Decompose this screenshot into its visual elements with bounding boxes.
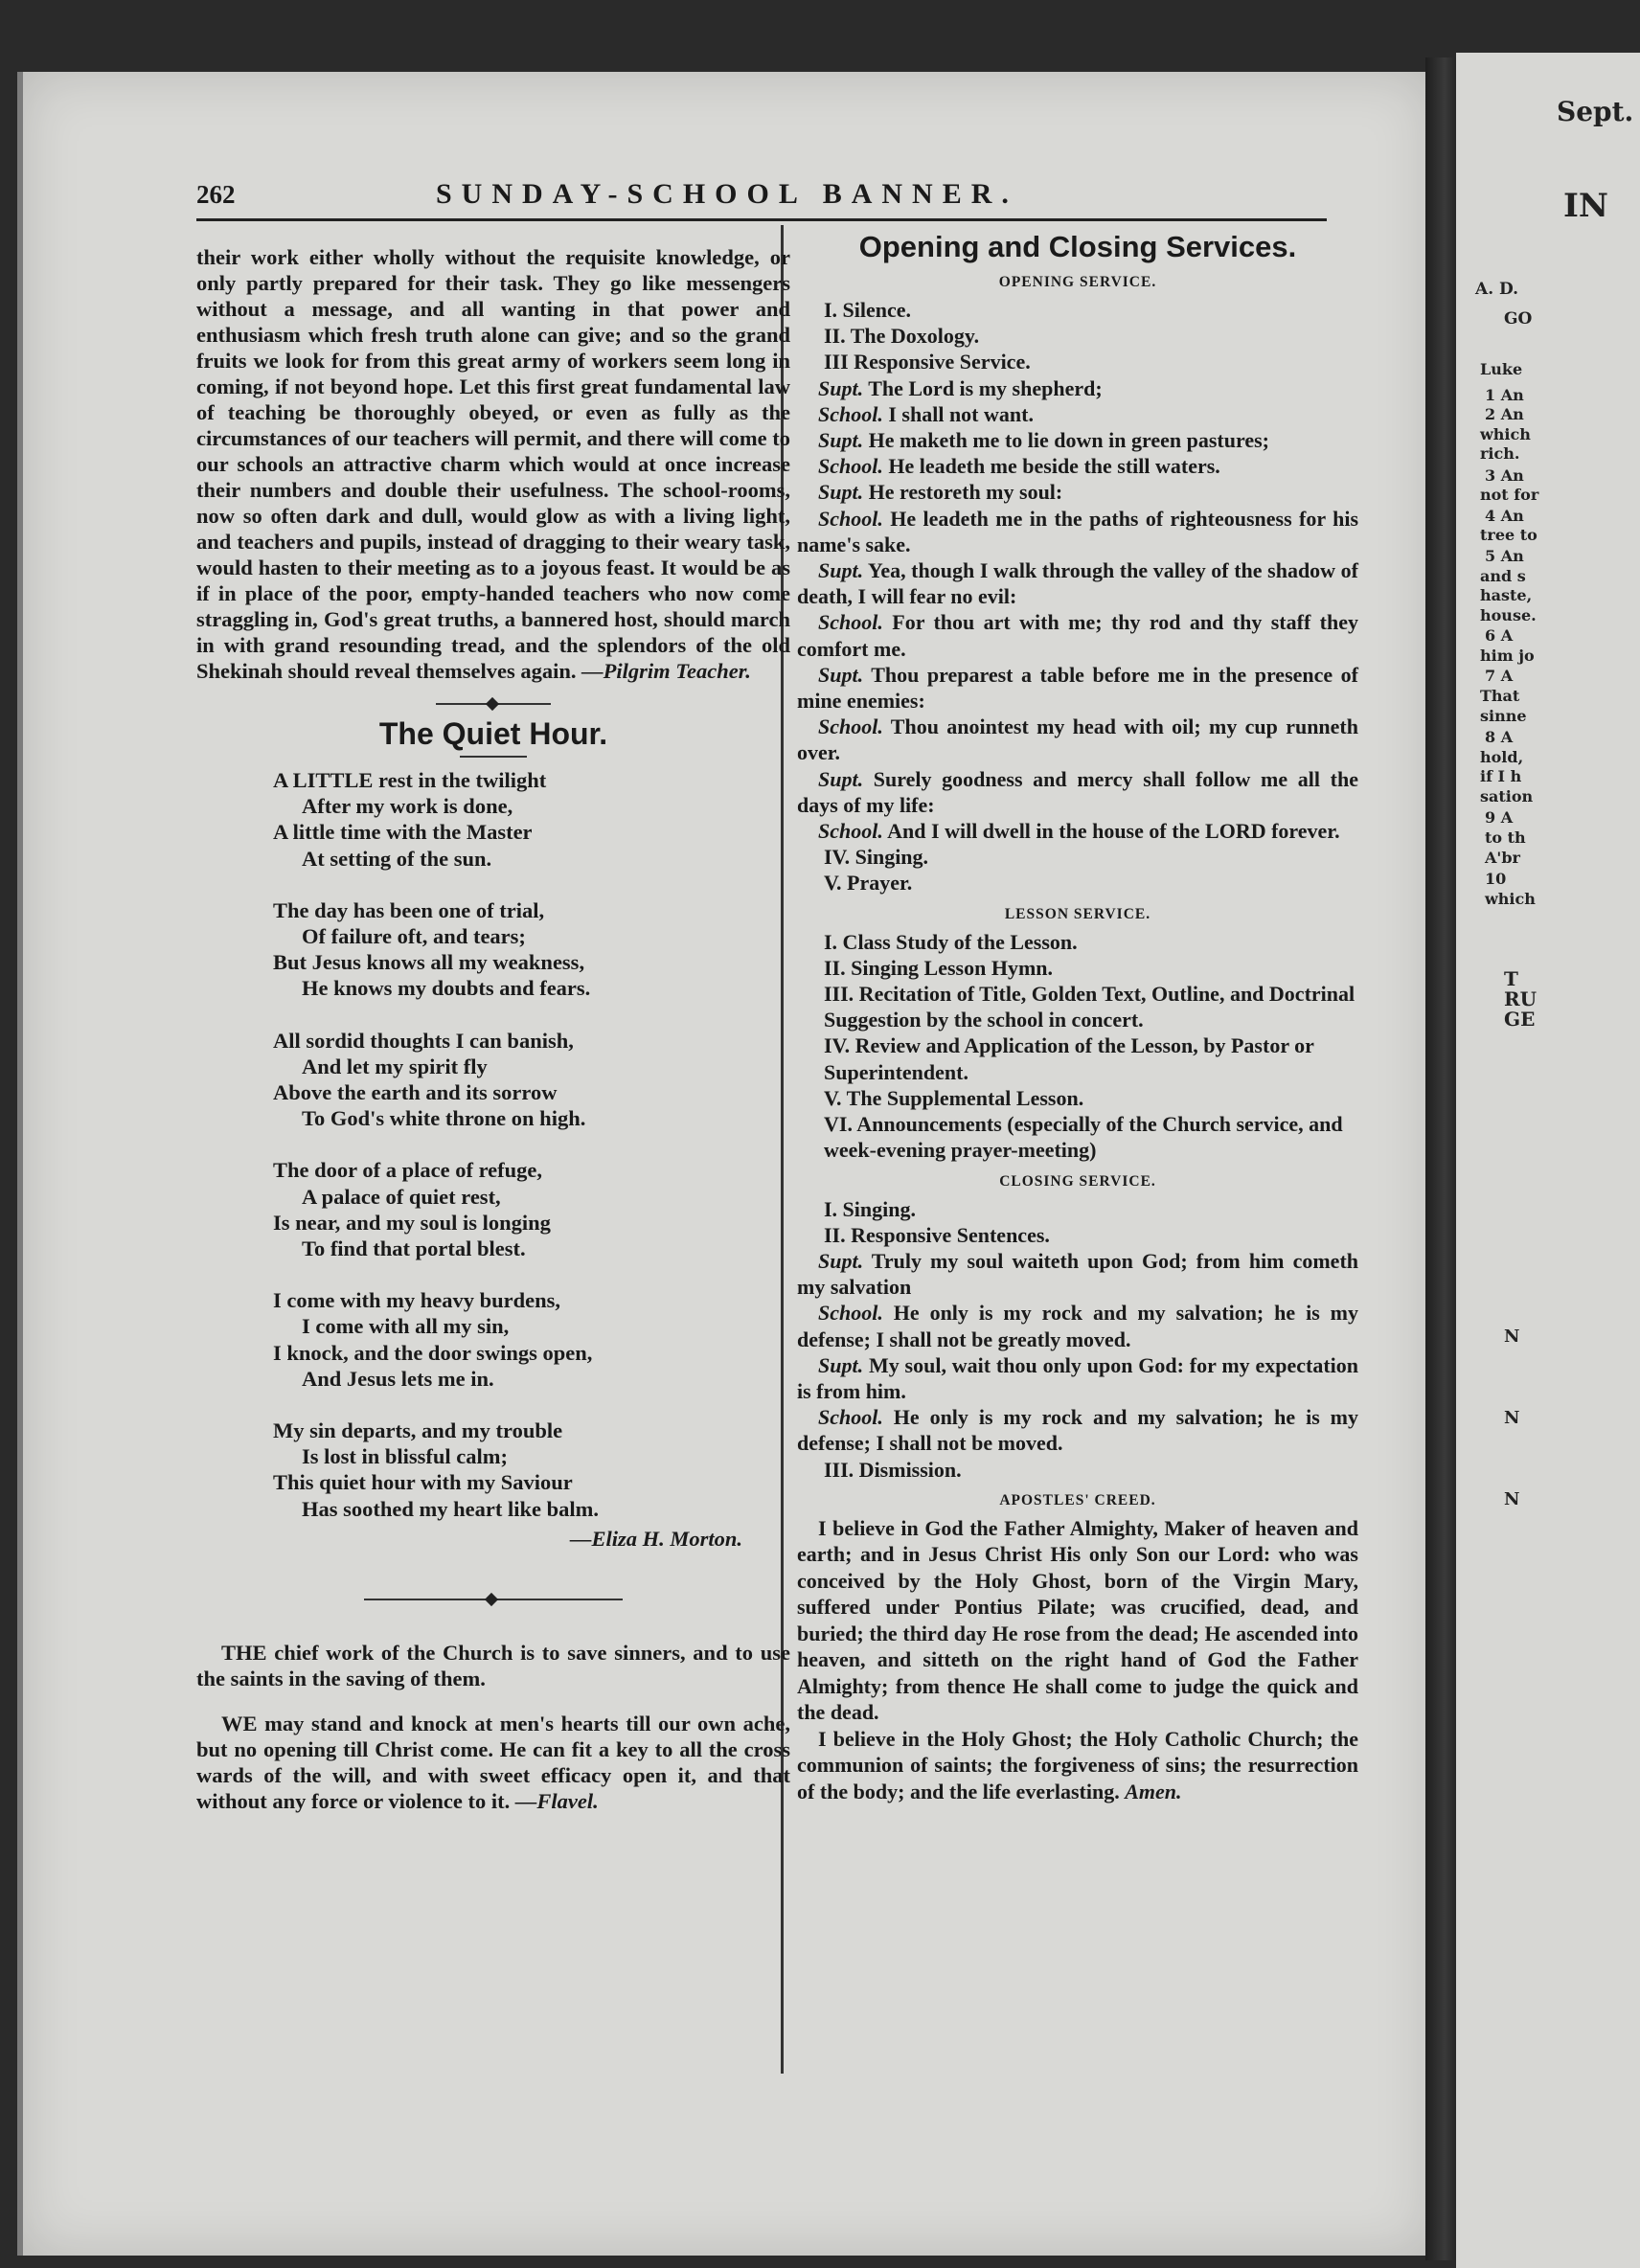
poem-line: He knows my doubts and fears.	[302, 976, 591, 1001]
creed-heading: APOSTLES' CREED.	[999, 1491, 1156, 1508]
response-text: He only is my rock and my salvation; he is my defense; I shall not be greatly moved.	[797, 1301, 1359, 1351]
response-text: He only is my rock and my salvation; he is my defense; I shall not be moved.	[797, 1405, 1359, 1456]
service-item: VI. Announcements (especially of the Church service, and week-evening prayer-meeting)	[824, 1112, 1343, 1163]
poem-stanza	[273, 1418, 790, 1522]
responsive-line	[797, 1300, 1358, 1351]
facing-page-fragment: GO	[1504, 309, 1533, 329]
opening-responses	[797, 375, 1358, 845]
poem-line: And Jesus lets me in.	[302, 1366, 494, 1391]
poem-title: The Quiet Hour.	[378, 716, 608, 751]
facing-page-fragment: which	[1480, 425, 1531, 443]
speaker-label: Supt.	[818, 480, 864, 505]
response-text: He maketh me to lie down in green pastures;	[868, 428, 1269, 453]
facing-page-fragment: sation	[1480, 787, 1534, 805]
facing-page-fragment: hold,	[1480, 748, 1524, 766]
service-item: IV. Review and Application of the Lesson, by Pastor or Superintendent.	[824, 1033, 1314, 1084]
creed-paragraph-2	[797, 1726, 1358, 1805]
speaker-label: Supt.	[818, 766, 864, 791]
facing-page-fragment: tree to	[1480, 526, 1538, 544]
poem-line: A little time with the Master	[273, 820, 533, 845]
responsive-line	[797, 479, 1358, 505]
closing-responses	[797, 1248, 1358, 1457]
responsive-line	[797, 662, 1358, 714]
opening-service-heading: OPENING SERVICE.	[998, 274, 1157, 290]
service-item: II. Responsive Sentences.	[824, 1222, 1050, 1247]
creed-paragraph-1: I believe in God the Father Almighty, Maker of heaven and earth; and in Jesus Christ His only Son our Lord: who was conceived by the Holy Ghost, born of the Virgin Mary, suffered under Pontius Pilate; was crucified, dead, and buried; the third day He rose from the dead; He ascended into heaven, and sitteth on the right hand of God the Father Almighty; from thence He shall come to judge the quick and the dead.	[797, 1515, 1358, 1725]
creed-paragraph-2-text: I believe in the Holy Ghost; the Holy Catholic Church; the communion of saints; the forgiveness of sins; the resurrection of the body; and the life everlasting.	[797, 1726, 1358, 1803]
responsive-line	[797, 818, 1358, 844]
facing-page-fragment: That	[1480, 687, 1520, 705]
knock-attribution: —Flavel.	[514, 1788, 599, 1813]
facing-page-fragment: which	[1485, 890, 1536, 908]
poem-stanza	[273, 1157, 790, 1261]
right-column	[797, 230, 1358, 1804]
poem-line: A LITTLE rest in the twilight	[273, 768, 547, 792]
facing-page-fragment: haste,	[1480, 586, 1533, 604]
facing-page-fragment: RU	[1504, 987, 1538, 1010]
poem-stanza	[273, 767, 790, 872]
poem-line: After my work is done,	[302, 794, 513, 819]
response-text: My soul, wait thou only upon God: for my expectation is from him.	[797, 1352, 1359, 1403]
running-title: SUNDAY-SCHOOL BANNER.	[436, 178, 1018, 210]
facing-page-fragment: 4 An	[1485, 507, 1524, 525]
response-text: Truly my soul waiteth upon God; from him cometh my salvation	[797, 1248, 1359, 1300]
facing-page-fragment: T	[1504, 967, 1518, 990]
service-item: V. Prayer.	[824, 871, 913, 896]
response-text: He restoreth my soul:	[868, 480, 1063, 505]
response-text: Surely goodness and mercy shall follow me all the days of my life:	[797, 766, 1358, 817]
opening-tail	[797, 844, 1358, 896]
service-item: III. Recitation of Title, Golden Text, Outline, and Doctrinal Suggestion by the school in concert.	[824, 982, 1355, 1032]
poem-line: Has soothed my heart like balm.	[302, 1496, 600, 1521]
poem-line: To find that portal blest.	[302, 1236, 526, 1261]
facing-page-fragment: N	[1504, 1408, 1520, 1428]
facing-page-fragment: 2 An	[1485, 405, 1524, 423]
closing-service-heading: CLOSING SERVICE.	[999, 1172, 1156, 1190]
poem-line: The door of a place of refuge,	[273, 1158, 543, 1183]
response-text: The Lord is my shepherd;	[868, 375, 1103, 400]
responsive-line	[797, 1248, 1358, 1300]
responsive-line	[797, 401, 1358, 427]
response-text: Yea, though I walk through the valley of the shadow of death, I will fear no evil:	[797, 558, 1358, 609]
poem-line: And let my spirit fly	[302, 1054, 488, 1078]
lesson-service-heading: LESSON SERVICE.	[1004, 905, 1151, 922]
divider-ornament	[364, 1594, 623, 1605]
poem-line: Of failure oft, and tears;	[302, 924, 526, 949]
poem-stanza	[273, 1287, 790, 1392]
service-item: I. Singing.	[824, 1196, 916, 1221]
speaker-label: School.	[818, 1405, 883, 1430]
poem-line: The day has been one of trial,	[273, 897, 545, 922]
creed-amen: Amen.	[1125, 1779, 1182, 1803]
response-text: And I will dwell in the house of the LORD forever.	[887, 819, 1340, 844]
closing-items	[797, 1196, 1358, 1248]
service-item: V. The Supplemental Lesson.	[824, 1085, 1084, 1110]
facing-page-fragment: house.	[1480, 606, 1537, 624]
facing-page-fragment: if I h	[1480, 767, 1522, 785]
facing-page-fragment: 5 An	[1485, 547, 1524, 565]
responsive-line	[797, 375, 1358, 401]
divider-ornament	[436, 699, 551, 709]
facing-page-fragment: 8 A	[1485, 728, 1514, 746]
facing-page-fragment: N	[1504, 1489, 1520, 1509]
responsive-line	[797, 453, 1358, 479]
response-text: I shall not want.	[888, 401, 1034, 426]
page-header	[196, 170, 1327, 221]
poem-line: Is near, and my soul is longing	[273, 1210, 551, 1235]
opening-items	[797, 297, 1358, 375]
response-text: He leadeth me beside the still waters.	[888, 454, 1220, 479]
responsive-line	[797, 427, 1358, 453]
poem-attribution: —Eliza H. Morton.	[569, 1526, 742, 1551]
title-rule	[460, 756, 527, 758]
speaker-label: Supt.	[818, 1248, 864, 1273]
poem-stanza	[273, 897, 790, 1002]
poem-line: I come with my heavy burdens,	[273, 1288, 561, 1313]
speaker-label: School.	[818, 401, 883, 426]
responsive-line	[797, 506, 1358, 557]
speaker-label: School.	[818, 819, 883, 844]
facing-page-fragment: 10	[1485, 870, 1507, 888]
left-column	[196, 244, 790, 1814]
response-text: He leadeth me in the paths of righteousness for his name's sake.	[797, 506, 1359, 556]
speaker-label: School.	[818, 610, 883, 635]
speaker-label: Supt.	[818, 1352, 864, 1377]
service-item: II. The Doxology.	[824, 324, 980, 349]
knock-paragraph-text: WE may stand and knock at men's hearts till our own ache, but no opening till Christ come. He can fit a key to all the cross wards of the will, and with sweet efficacy open it, and that without any force or violence to it.	[196, 1711, 790, 1813]
facing-page-fragment: 3 An	[1485, 466, 1524, 485]
facing-page-fragment: not for	[1480, 486, 1539, 504]
facing-page-fragment: A. D.	[1475, 280, 1519, 299]
intro-paragraph	[196, 244, 790, 684]
facing-page-fragment: A'br	[1485, 849, 1520, 867]
service-item: IV. Singing.	[824, 845, 929, 870]
poem-line: All sordid thoughts I can banish,	[273, 1028, 574, 1053]
services-title: Opening and Closing Services.	[858, 230, 1297, 263]
page-number: 262	[196, 180, 236, 209]
responsive-line	[797, 1404, 1358, 1456]
speaker-label: Supt.	[818, 375, 864, 400]
responsive-line	[797, 609, 1358, 661]
responsive-line	[797, 766, 1358, 818]
facing-page	[1456, 53, 1640, 2268]
poem-line: But Jesus knows all my weakness,	[273, 950, 585, 975]
poem-line: This quiet hour with my Saviour	[273, 1470, 573, 1495]
poem-line: To God's white throne on high.	[302, 1106, 586, 1131]
intro-paragraph-text: their work either wholly without the requisite knowledge, or only partly prepared for their task. They go like messengers without a message, and all wanting in that power and enthusiasm which fresh truth alone can give; and so the grand fruits we look for from this great army of workers seem long in coming, if not beyond hope. Let this first great fundamental law of teaching be thoroughly obeyed, or even as fully as the circumstances of our teachers will permit, and there will come to our schools an attractive charm which would at once increase their numbers and double their usefulness. The school-rooms, now so often dark and dull, would glow as with a living light, and teachers and pupils, instead of dragging to their weary task, would hasten to their meeting as to a joyous feast. It would be as if in place of the poor, empty-handed teachers who now come straggling in, God's great truths, a bannered host, should march in with grand resounding tread, and the splendors of the old Shekinah should reveal themselves again.	[196, 245, 790, 683]
facing-page-fragment: rich.	[1480, 444, 1520, 463]
poem-line: I come with all my sin,	[302, 1314, 510, 1339]
speaker-label: School.	[818, 454, 883, 479]
lesson-items	[797, 929, 1358, 1164]
response-text: Thou preparest a table before me in the presence of mine enemies:	[797, 662, 1359, 714]
facing-page-fragment: 6 A	[1485, 626, 1514, 645]
facing-page-fragment: to th	[1485, 828, 1526, 847]
poem-line: A palace of quiet rest,	[302, 1184, 501, 1209]
church-paragraph: THE chief work of the Church is to save sinners, and to use the saints in the saving of them.	[196, 1640, 790, 1690]
facing-page-fragment: 1 An	[1485, 386, 1524, 404]
speaker-label: Supt.	[818, 662, 864, 687]
poem-line: Above the earth and its sorrow	[273, 1080, 558, 1105]
intro-attribution: —Pilgrim Teacher.	[581, 659, 751, 683]
response-text: For thou art with me; thy rod and thy staff they comfort me.	[797, 610, 1359, 661]
facing-page-fragment: GE	[1504, 1008, 1536, 1031]
facing-page-fragment: N	[1504, 1327, 1520, 1347]
facing-page-fragment: sinne	[1480, 707, 1527, 725]
responsive-line	[797, 557, 1358, 609]
speaker-label: Supt.	[818, 428, 864, 453]
responsive-line	[797, 714, 1358, 765]
knock-paragraph	[196, 1711, 790, 1814]
responsive-line	[797, 1352, 1358, 1404]
facing-page-fragment: Luke	[1480, 360, 1523, 378]
facing-page-fragment: 9 A	[1485, 808, 1514, 827]
poem-line: At setting of the sun.	[302, 846, 492, 871]
poem-line: I knock, and the door swings open,	[273, 1340, 593, 1365]
speaker-label: Supt.	[818, 558, 864, 583]
speaker-label: School.	[818, 1301, 883, 1326]
poem	[273, 767, 790, 1522]
facing-page-fragment: Sept.	[1557, 96, 1634, 127]
poem-line: My sin departs, and my trouble	[273, 1418, 563, 1443]
speaker-label: School.	[818, 714, 883, 739]
service-item: III Responsive Service.	[824, 350, 1031, 374]
facing-page-fragment: 7 A	[1485, 667, 1514, 685]
facing-page-fragment: and s	[1480, 567, 1526, 585]
service-item: I. Class Study of the Lesson.	[824, 929, 1078, 954]
poem-line: Is lost in blissful calm;	[302, 1444, 509, 1469]
speaker-label: School.	[818, 506, 883, 531]
facing-page-fragment: IN	[1563, 187, 1608, 225]
service-item: I. Silence.	[824, 298, 912, 322]
closing-dismission: III. Dismission.	[824, 1457, 962, 1482]
facing-page-fragment: him jo	[1480, 646, 1535, 665]
service-item: II. Singing Lesson Hymn.	[824, 955, 1054, 980]
response-text: Thou anointest my head with oil; my cup runneth over.	[797, 714, 1358, 765]
poem-stanza	[273, 1028, 790, 1132]
